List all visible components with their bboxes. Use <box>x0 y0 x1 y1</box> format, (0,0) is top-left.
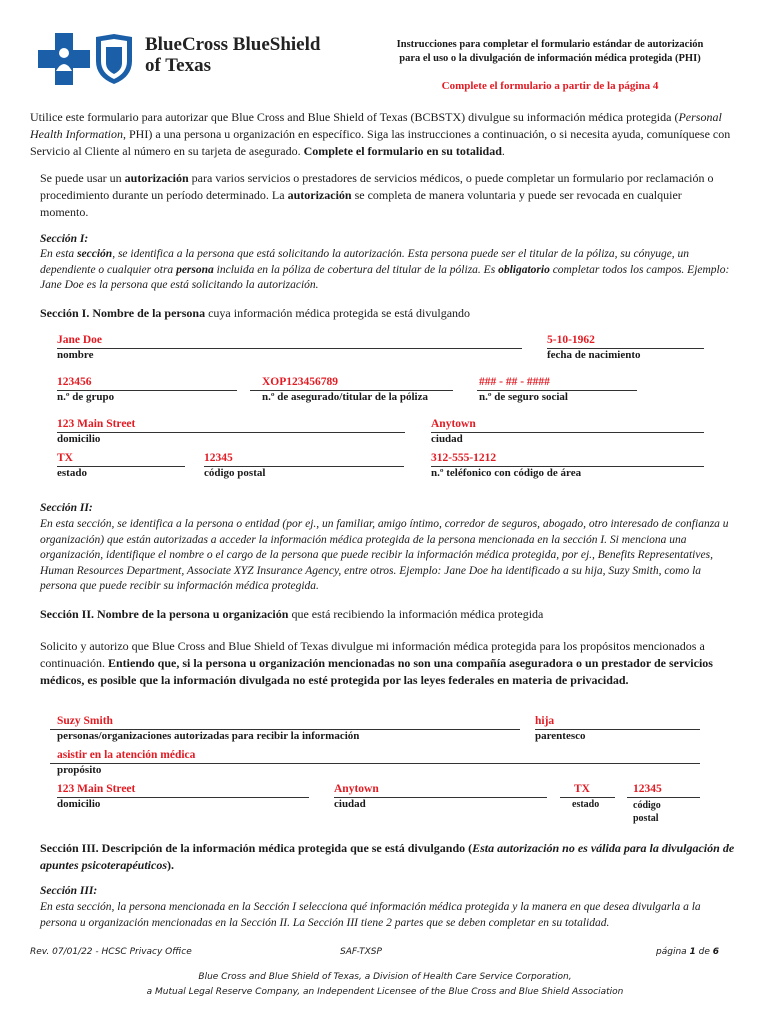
section-1-heading: Sección I: <box>40 233 89 245</box>
s2-title-a: Sección II. Nombre de la persona u organización <box>40 607 289 621</box>
s1-desc-a: En esta <box>40 248 78 260</box>
intro-paragraph-1 <box>30 109 740 160</box>
s2-zip-line <box>627 797 700 798</box>
intro-p2-e: se completa de manera voluntaria y puede ser revocada en cualquier momento. <box>40 188 682 219</box>
s1-phone-value[interactable]: 312-555-1212 <box>431 452 497 464</box>
s1-state-label: estado <box>57 467 87 479</box>
section-3-heading: Sección III: <box>40 885 98 897</box>
s1-name-line <box>57 348 522 349</box>
s1-zip-label: código postal <box>204 467 266 479</box>
section-1-description <box>40 247 740 294</box>
s2-zip-label: código postal <box>633 800 661 824</box>
intro-paragraph-2 <box>40 170 730 221</box>
intro-p2-b: autorización <box>124 171 189 185</box>
intro-p1-b: Personal Health Information <box>30 110 722 141</box>
shield-icon <box>93 33 135 85</box>
s3-title-a: Sección III. Descripción de la información médica protegida que se está divulgando ( <box>40 841 473 855</box>
intro-p1-e: . <box>501 144 505 158</box>
title-line-2: para el uso o la divulgación de información médica protegida (PHI) <box>399 53 701 64</box>
s1-name-label: nombre <box>57 349 94 361</box>
s2-city-value[interactable]: Anytown <box>334 783 379 795</box>
section-2-heading: Sección II: <box>40 502 93 514</box>
section-2-description: En esta sección, se identifica a la persona o entidad (por ej., un familiar, amigo íntimo, corredor de seguros, abogado, otro interesado de confianza u organización) que están autorizadas a acceder la información médica protegida de la persona mencionada en la sección I. Si menciona una organización, identifique el nombre o el cargo de la persona que puede recibir la información médica protegida, por ej., Benefits Representatives, Human Resources Department, Associate XYZ Insurance Agency, entre otros. Ejemplo: Jane Doe ha identificado a su hija, Suzy Smith, como la persona que puede recibir su información médica protegida. <box>40 518 729 592</box>
s2-city-line <box>334 797 547 798</box>
s2-relationship-value[interactable]: hija <box>535 715 555 727</box>
s1-city-label: ciudad <box>431 433 463 445</box>
brand-name <box>145 34 320 76</box>
section-1-title <box>40 305 750 322</box>
page-of: de <box>695 947 713 957</box>
s2-relationship-label: parentesco <box>535 730 586 742</box>
s1-city-line <box>431 432 704 433</box>
brand-line-1: BlueCross BlueShield <box>145 34 321 55</box>
s1-name-value[interactable]: Jane Doe <box>57 334 103 346</box>
s1-member-label: n.º de asegurado/titular de la póliza <box>262 391 428 403</box>
blue-shield-logo <box>93 33 135 85</box>
s3-title-c: ). <box>167 858 175 872</box>
s1-ssn-value[interactable]: ### - ## - #### <box>479 376 550 388</box>
brand-line-2: of Texas <box>145 55 211 76</box>
s1-address-line <box>57 432 405 433</box>
title-line-1: Instrucciones para completar el formulario estándar de autorización <box>396 39 704 50</box>
s2-recipient-value[interactable]: Suzy Smith <box>57 715 113 727</box>
s1-group-label: n.º de grupo <box>57 391 115 403</box>
intro-p1-d: Complete el formulario en su totalidad <box>303 144 502 158</box>
s2-city-label: ciudad <box>334 798 366 810</box>
s2-state-label: estado <box>572 799 600 810</box>
s1-phone-label: n.º teléfonico con código de área <box>431 467 582 479</box>
intro-p1-a: Utilice este formulario para autorizar que Blue Cross and Blue Shield of Texas (BCBSTX) divulgue su información médica protegida ( <box>30 110 679 124</box>
blue-cross-logo <box>38 33 90 85</box>
s3-title-b: Esta autorización no es válida para la divulgación de apuntes psicoterapéuticos <box>40 841 735 872</box>
s1-dob-value[interactable]: 5-10-1962 <box>547 334 595 346</box>
s2-purpose-value[interactable]: asistir en la atención médica <box>57 749 196 761</box>
s1-desc-e: incluida en la póliza de cobertura del titular de la póliza. Es <box>213 263 499 276</box>
section-2-authorization <box>40 638 740 689</box>
s2-purpose-label: propósito <box>57 764 102 776</box>
s2-recipient-label: personas/organizaciones autorizadas para recibir la información <box>57 730 360 742</box>
section-3-title <box>40 840 740 874</box>
corp-line-1: Blue Cross and Blue Shield of Texas, a Division of Health Care Service Corporation, <box>198 972 572 982</box>
s1-title-a: Sección I. Nombre de la persona <box>40 306 206 320</box>
s2-address-value[interactable]: 123 Main Street <box>57 783 136 795</box>
s2-title-b: que está recibiendo la información médica protegida <box>288 607 544 621</box>
s1-desc-f: obligatorio <box>498 263 550 276</box>
s1-city-value[interactable]: Anytown <box>431 418 476 430</box>
s2-auth-b: Entiendo que, si la persona u organización mencionadas no son una compañía aseguradora o un prestador de servicios médicos, es posible que la información divulgada no esté protegida por las leyes federales en materia de privacidad. <box>40 656 713 687</box>
intro-p2-a: Se puede usar un <box>40 171 125 185</box>
footer-form-id: SAF-TXSP <box>340 947 382 957</box>
complete-note: Complete el formulario a partir de la página 4 <box>441 80 659 92</box>
s1-state-value[interactable]: TX <box>57 452 73 464</box>
intro-p2-c: para varios servicios o prestadores de servicios médicos, o puede completar un formulario por reclamación o procedimiento durante un período determinado. La <box>40 171 714 202</box>
section-2-title <box>40 606 750 623</box>
s1-address-value[interactable]: 123 Main Street <box>57 418 136 430</box>
s1-address-label: domicilio <box>57 433 101 445</box>
s1-title-b: cuya información médica protegida se está divulgando <box>205 306 471 320</box>
s1-desc-g: completar todos los campos. Ejemplo: Jane Doe es la persona que está solicitando la autorización. <box>40 263 730 291</box>
page-label: página <box>656 947 690 957</box>
intro-p1-c: , PHI) a una persona u organización en específico. Siga las instrucciones a continuación, o si necesita ayuda, comuníquese con Servicio al Cliente al número en su tarjeta de asegurado. <box>30 127 731 158</box>
s1-desc-b: sección <box>77 248 113 260</box>
s2-address-label: domicilio <box>57 798 101 810</box>
s1-desc-c: , se identifica a la persona que está solicitando la autorización. Esta persona puede ser el titular de la póliza, su cónyuge, un dependiente o cualquier otra <box>40 248 690 276</box>
s1-zip-value[interactable]: 12345 <box>204 452 233 464</box>
s1-ssn-label: n.º de seguro social <box>479 391 568 403</box>
s1-desc-d: persona <box>176 263 214 276</box>
footer-corporate <box>0 970 770 1000</box>
s2-state-value[interactable]: TX <box>574 783 590 795</box>
document-title <box>360 38 740 66</box>
footer-revision: Rev. 07/01/22 - HCSC Privacy Office <box>30 947 192 957</box>
cross-icon <box>38 33 90 85</box>
intro-p2-d: autorización <box>287 188 352 202</box>
s1-dob-label: fecha de nacimiento <box>547 349 641 361</box>
s2-auth-a: Solicito y autorizo que Blue Cross and Blue Shield of Texas divulgue mi información médica protegida para los propósitos mencionados a continuación. <box>40 639 705 670</box>
s2-zip-value[interactable]: 12345 <box>633 783 662 795</box>
corp-line-2: a Mutual Legal Reserve Company, an Independent Licensee of the Blue Cross and Blue Shield Association <box>146 987 624 997</box>
page-total: 6 <box>712 947 720 957</box>
s1-member-value[interactable]: XOP123456789 <box>262 376 339 388</box>
footer-page-number <box>656 947 719 957</box>
s1-group-value[interactable]: 123456 <box>57 376 92 388</box>
section-3-description: En esta sección, la persona mencionada en la Sección I selecciona qué información médica protegida y la manera en que desea divulgarla a la persona u organización mencionadas en la Sección II. La Sección III tiene 2 partes que se deben completar en su totalidad. <box>40 901 701 929</box>
s2-purpose-line <box>50 763 700 764</box>
page-num: 1 <box>689 947 696 957</box>
